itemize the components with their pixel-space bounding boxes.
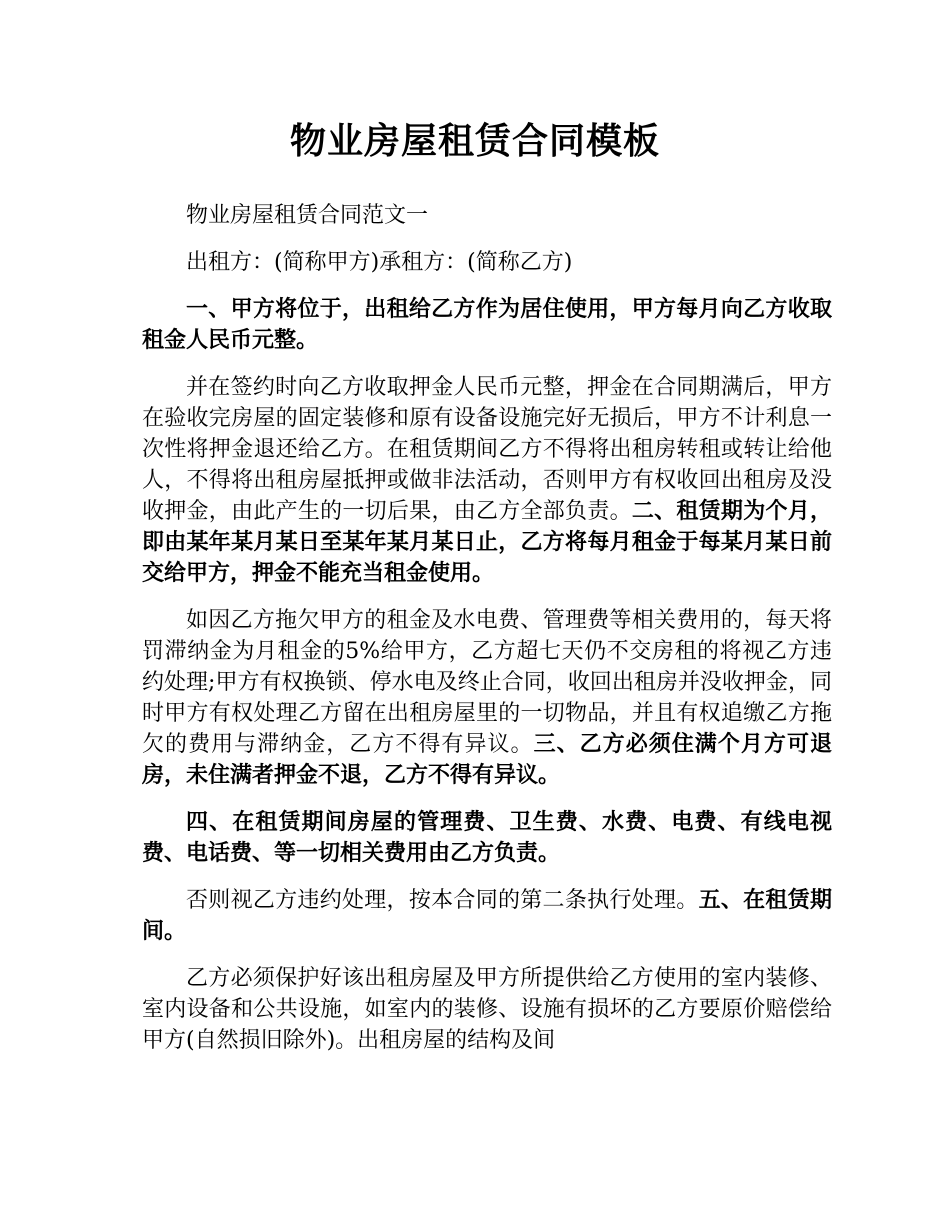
clause-three: 三、乙方必须住满个月方可退房，未住满者押金不退，乙方不得有异议。: [142, 732, 832, 788]
paragraph-deposit: [142, 372, 832, 589]
document-body: [142, 200, 832, 1072]
paragraph-breach: [142, 885, 832, 947]
paragraph-maintenance: 乙方必须保护好该出租房屋及甲方所提供给乙方使用的室内装修、室内设备和公共设施，如室内的装修、设施有损坏的乙方要原价赔偿给甲方(自然损旧除外)。出租房屋的结构及间: [142, 966, 832, 1053]
paragraph-late-fee: [142, 605, 832, 791]
document-title: 物业房屋租赁合同模板: [289, 121, 660, 162]
breach-text: 否则视乙方违约处理，按本合同的第二条执行处理。: [186, 888, 699, 913]
paragraph-intro: 物业房屋租赁合同范文一: [186, 203, 429, 228]
late-fee-text: 如因乙方拖欠甲方的租金及水电费、管理费等相关费用的，每天将罚滞纳金为月租金的5%给甲方，乙方超七天仍不交房租的将视乙方违约处理;甲方有权换锁、停水电及终止合同，收回出租房并没收押金，同时甲方有权处理乙方留在出租房屋里的一切物品，并且有权追缴乙方拖欠的费用与滞纳金，乙方不得有异议。: [142, 608, 832, 757]
paragraph-parties: 出租方：(简称甲方)承租方：(简称乙方): [186, 250, 573, 275]
clause-five: 五、在租赁期间。: [142, 888, 832, 944]
clause-one: 一、甲方将位于，出租给乙方作为居住使用，甲方每月向乙方收取租金人民币元整。: [142, 297, 832, 353]
deposit-text: 并在签约时向乙方收取押金人民币元整，押金在合同期满后，甲方在验收完房屋的固定装修和原有设备设施完好无损后，甲方不计利息一次性将押金退还给乙方。在租赁期间乙方不得将出租房转租或转让给他人，不得将出租房屋抵押或做非法活动，否则甲方有权收回出租房及没收押金，由此产生的一切后果，由乙方全部负责。: [142, 375, 832, 524]
clause-two: 二、租赁期为个月，即由某年某月某日至某年某月某日止，乙方将每月租金于每某月某日前交给甲方，押金不能充当租金使用。: [142, 499, 832, 586]
clause-four: 四、在租赁期间房屋的管理费、卫生费、水费、电费、有线电视费、电话费、等一切相关费用由乙方负责。: [142, 810, 832, 866]
